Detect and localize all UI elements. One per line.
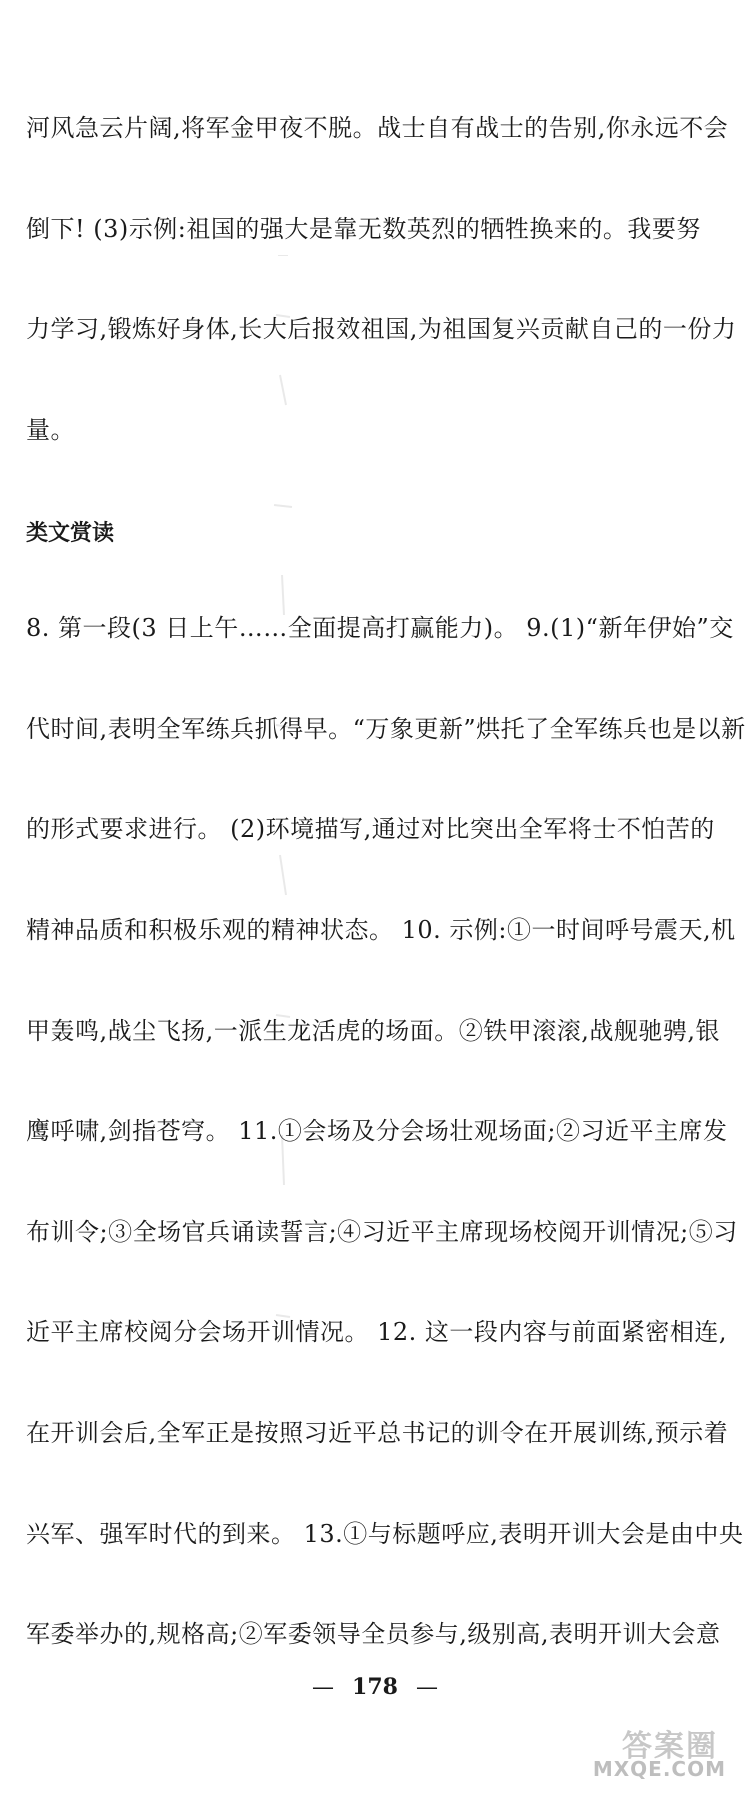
text-line: 鹰呼啸,剑指苍穹。 11.①会场及分会场壮观场面;②习近平主席发 bbox=[26, 1117, 728, 1145]
text-line: 倒下! (3)示例:祖国的强大是靠无数英烈的牺牲换来的。我要努 bbox=[26, 215, 701, 243]
text-line: 量。 bbox=[26, 416, 75, 444]
page-number bbox=[0, 1672, 750, 1703]
page-number-dash-left: — bbox=[312, 1675, 335, 1700]
text-line: 甲轰鸣,战尘飞扬,一派生龙活虎的场面。②铁甲滚滚,战舰驰骋,银 bbox=[26, 1017, 721, 1045]
section-heading: 类文赏读 bbox=[26, 521, 115, 546]
site-watermark bbox=[556, 1721, 726, 1783]
text-line: 布训令;③全场官兵诵读誓言;④习近平主席现场校阅开训情况;⑤习 bbox=[26, 1218, 738, 1246]
text-line: 军委举办的,规格高;②军委领导全员参与,级别高,表明开训大会意 bbox=[26, 1620, 721, 1648]
text-line: 力学习,锻炼好身体,长大后报效祖国,为祖国复兴贡献自己的一份力 bbox=[26, 315, 737, 343]
text-line: 代时间,表明全军练兵抓得早。“万象更新”烘托了全军练兵也是以新 bbox=[26, 715, 746, 743]
text-line: 河风急云片阔,将军金甲夜不脱。战士自有战士的告别,你永远不会 bbox=[26, 114, 729, 142]
watermark-domain-text: MXQE.COM bbox=[592, 1757, 726, 1781]
text-line: 8. 第一段(3 日上午……全面提高打赢能力)。 9.(1)“新年伊始”交 bbox=[26, 614, 734, 642]
page-number-value: 178 bbox=[352, 1674, 398, 1700]
text-line: 近平主席校阅分会场开训情况。 12. 这一段内容与前面紧密相连, bbox=[26, 1318, 728, 1346]
watermark-logo-text: 答案圈 bbox=[622, 1729, 718, 1764]
text-line: 精神品质和积极乐观的精神状态。 10. 示例:①一时间呼号震天,机 bbox=[26, 916, 736, 944]
text-line: 兴军、强军时代的到来。 13.①与标题呼应,表明开训大会是由中央 bbox=[26, 1520, 744, 1548]
page-number-dash-right: — bbox=[415, 1675, 438, 1700]
text-line: 在开训会后,全军正是按照习近平总书记的训令在开展训练,预示着 bbox=[26, 1419, 729, 1447]
text-line: 的形式要求进行。 (2)环境描写,通过对比突出全军将士不怕苦的 bbox=[26, 815, 715, 843]
